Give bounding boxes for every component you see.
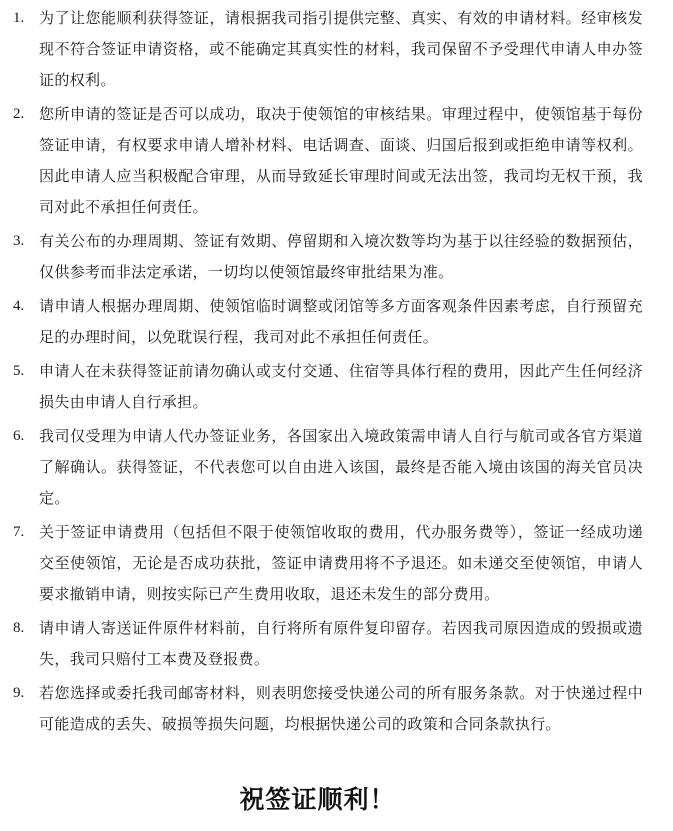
term-item-2 (0, 99, 673, 223)
term-text: 关于签证申请费用（包括但不限于使领馆收取的费用，代办服务费等），签证一经成功递交至使领馆，无论是否成功获批，签证申请费用将不予退还。如未递交至使领馆，申请人要求撤销申请，则按实际已产生费用收取，退还未发生的部分费用。 (39, 523, 643, 603)
term-text: 我司仅受理为申请人代办签证业务，各国家出入境政策需申请人自行与航司或各官方渠道了解确认。获得签证，不代表您可以自由进入该国，最终是否能入境由该国的海关官员决定。 (39, 427, 643, 507)
term-item-9 (0, 678, 673, 740)
term-number: 3. (13, 233, 25, 249)
term-text: 有关公布的办理周期、签证有效期、停留期和入境次数等均为基于以往经验的数据预估，仅供参考而非法定承诺，一切均以使领馆最终审批结果为准。 (39, 232, 643, 281)
term-number: 7. (13, 524, 25, 540)
term-item-5 (0, 356, 673, 418)
term-text: 请申请人根据办理周期、使领馆临时调整或闭馆等多方面客观条件因素考虑，自行预留充足的办理时间，以免耽误行程，我司对此不承担任何责任。 (39, 297, 643, 346)
terms-list (0, 3, 673, 743)
term-number: 2. (13, 106, 25, 122)
term-item-7 (0, 517, 673, 610)
term-text: 请申请人寄送证件原件材料前，自行将所有原件复印留存。若因我司原因造成的毁损或遗失，我司只赔付工本费及登报费。 (39, 619, 643, 668)
closing-wish: 祝签证顺利！ (239, 785, 396, 814)
term-item-6 (0, 421, 673, 514)
term-text: 为了让您能顺利获得签证，请根据我司指引提供完整、真实、有效的申请材料。经审核发现不符合签证申请资格，或不能确定其真实性的材料，我司保留不予受理代申请人申办签证的权利。 (39, 9, 643, 89)
term-number: 5. (13, 363, 25, 379)
term-item-8 (0, 613, 673, 675)
term-text: 您所申请的签证是否可以成功，取决于使领馆的审核结果。审理过程中，使领馆基于每份签证申请，有权要求申请人增补材料、电话调查、面谈、归国后报到或拒绝申请等权利。因此申请人应当积极配合审理，从而导致延长审理时间或无法出签，我司均无权干预，我司对此不承担任何责任。 (39, 105, 643, 216)
term-text: 若您选择或委托我司邮寄材料，则表明您接受快递公司的所有服务条款。对于快递过程中可能造成的丢失、破损等损失问题，均根据快递公司的政策和合同条款执行。 (39, 684, 643, 733)
term-item-4 (0, 291, 673, 353)
term-number: 9. (13, 685, 25, 701)
term-number: 4. (13, 298, 25, 314)
term-item-1 (0, 3, 673, 96)
term-number: 6. (13, 428, 25, 444)
term-number: 1. (13, 10, 25, 26)
term-text: 申请人在未获得签证前请勿确认或支付交通、住宿等具体行程的费用，因此产生任何经济损失由申请人自行承担。 (39, 362, 643, 411)
term-number: 8. (13, 620, 25, 636)
term-item-3 (0, 226, 673, 288)
